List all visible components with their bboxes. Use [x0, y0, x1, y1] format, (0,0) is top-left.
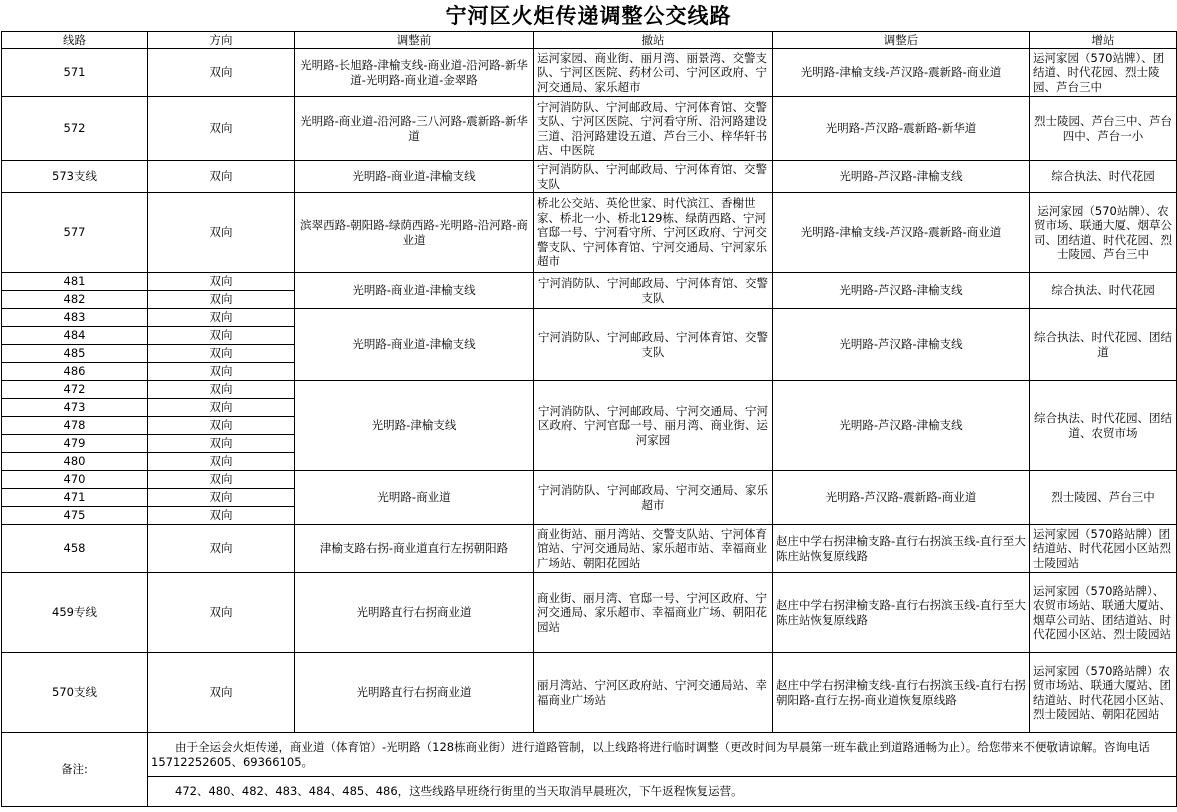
notes-row	[2, 777, 1177, 807]
added-cell: 综合执法、时代花园、团结道	[1030, 309, 1177, 381]
before-cell: 光明路-长旭路-津榆支线-商业道-沿河路-新华道-光明路-商业道-金翠路	[295, 49, 534, 97]
route-cell: 577	[2, 193, 148, 273]
direction-cell: 双向	[148, 97, 295, 161]
route-cell: 475	[2, 507, 148, 525]
route-cell: 480	[2, 453, 148, 471]
before-cell: 光明路-商业道-沿河路-三八河路-震新路-新华道	[295, 97, 534, 161]
direction-cell: 双向	[148, 435, 295, 453]
table-row	[2, 97, 1177, 161]
route-cell: 485	[2, 345, 148, 363]
direction-cell: 双向	[148, 309, 295, 327]
direction-cell: 双向	[148, 193, 295, 273]
notes-label: 备注:	[2, 733, 148, 807]
table-row	[2, 653, 1177, 733]
added-cell: 运河家园（570站牌）、农贸市场、联通大厦、烟草公司、团结道、时代花园、烈士陵园、芦台三中	[1030, 193, 1177, 273]
route-cell: 471	[2, 489, 148, 507]
direction-cell: 双向	[148, 453, 295, 471]
after-cell: 赵庄中学右拐津榆支路-直行右拐滨玉线-直行至大陈庄站恢复原线路	[773, 525, 1030, 573]
table-row	[2, 309, 1177, 327]
after-cell: 赵庄中学右拐津榆支线-直行右拐滨玉线-直行右拐朝阳路-直行左拐-商业道恢复原线路	[773, 653, 1030, 733]
after-cell: 光明路-芦汉路-震新路-新华道	[773, 97, 1030, 161]
route-cell: 473	[2, 399, 148, 417]
direction-cell: 双向	[148, 291, 295, 309]
before-cell: 光明路-商业道-津榆支线	[295, 161, 534, 193]
route-adjustment-table	[1, 31, 1177, 807]
route-cell: 573支线	[2, 161, 148, 193]
direction-cell: 双向	[148, 273, 295, 291]
notes-text-2	[148, 777, 1177, 807]
notes-text-1	[148, 733, 1177, 777]
table-row	[2, 161, 1177, 193]
route-cell: 478	[2, 417, 148, 435]
route-cell: 572	[2, 97, 148, 161]
route-cell: 470	[2, 471, 148, 489]
direction-cell: 双向	[148, 471, 295, 489]
added-cell: 综合执法、时代花园、团结道、农贸市场	[1030, 381, 1177, 471]
added-cell: 烈士陵园、芦台三中	[1030, 471, 1177, 525]
before-cell: 滨翠西路-朝阳路-绿荫西路-光明路-沿河路-商业道	[295, 193, 534, 273]
table-row	[2, 273, 1177, 291]
notes-row	[2, 733, 1177, 777]
table-row	[2, 573, 1177, 653]
route-cell: 479	[2, 435, 148, 453]
removed-cell: 桥北公交站、英伦世家、时代滨江、香榭世家、桥北一小、桥北129栋、绿荫西路、宁河官邸一号、宁河看守所、宁河区政府、宁河交警支队、宁河体育馆、宁河交通局、宁河家乐超市	[534, 193, 773, 273]
notes-text-1-content: 由于全运会火炬传递，商业道（体育馆）-光明路（128栋商业街）进行道路管制，以上线路将进行临时调整（更改时间为早晨第一班车截止到道路通畅为止）。给您带来不便敬请谅解。咨询电话15712252605、69366105。	[151, 740, 1150, 769]
removed-cell: 宁河消防队、宁河邮政局、宁河体育馆、交警支队	[534, 273, 773, 309]
after-cell: 光明路-津榆支线-芦汉路-震新路-商业道	[773, 49, 1030, 97]
table-row	[2, 471, 1177, 489]
direction-cell: 双向	[148, 653, 295, 733]
removed-cell: 商业街站、丽月湾站、交警支队站、宁河体育馆站、宁河交通局站、家乐超市站、幸福商业广场站、朝阳花园站	[534, 525, 773, 573]
added-cell: 运河家园（570路站牌）农贸市场站、联通大厦站、团结道站、时代花园小区站、烈士陵园站、朝阳花园站	[1030, 653, 1177, 733]
removed-cell: 宁河消防队、宁河邮政局、宁河体育馆、交警支队	[534, 309, 773, 381]
before-cell: 津榆支路右拐-商业道直行左拐朝阳路	[295, 525, 534, 573]
table-row	[2, 193, 1177, 273]
after-cell: 光明路-芦汉路-津榆支线	[773, 273, 1030, 309]
header-row	[2, 32, 1177, 49]
route-cell: 472	[2, 381, 148, 399]
header-route: 线路	[2, 32, 148, 49]
table-row	[2, 525, 1177, 573]
header-removed: 撤站	[534, 32, 773, 49]
added-cell: 烈士陵园、芦台三中、芦台四中、芦台一小	[1030, 97, 1177, 161]
table-row	[2, 49, 1177, 97]
route-cell: 571	[2, 49, 148, 97]
added-cell: 综合执法、时代花园	[1030, 273, 1177, 309]
route-cell: 486	[2, 363, 148, 381]
removed-cell: 运河家园、商业街、丽月湾、丽景湾、交警支队、宁河区医院、药材公司、宁河区政府、宁河交通局、家乐超市	[534, 49, 773, 97]
direction-cell: 双向	[148, 363, 295, 381]
before-cell: 光明路-商业道-津榆支线	[295, 309, 534, 381]
header-added: 增站	[1030, 32, 1177, 49]
route-cell: 483	[2, 309, 148, 327]
before-cell: 光明路直行右拐商业道	[295, 573, 534, 653]
route-cell: 458	[2, 525, 148, 573]
direction-cell: 双向	[148, 525, 295, 573]
direction-cell: 双向	[148, 381, 295, 399]
removed-cell: 宁河消防队、宁河邮政局、宁河体育馆、交警支队	[534, 161, 773, 193]
direction-cell: 双向	[148, 327, 295, 345]
header-before: 调整前	[295, 32, 534, 49]
route-cell: 482	[2, 291, 148, 309]
direction-cell: 双向	[148, 49, 295, 97]
direction-cell: 双向	[148, 399, 295, 417]
after-cell: 光明路-芦汉路-震新路-商业道	[773, 471, 1030, 525]
notes-text-2-content: 472、480、482、483、484、485、486，这些线路早班绕行街里的当天取消早晨班次，下午返程恢复运营。	[175, 784, 743, 799]
before-cell: 光明路直行右拐商业道	[295, 653, 534, 733]
removed-cell: 宁河消防队、宁河邮政局、宁河交通局、宁河区政府、宁河官邸一号、丽月湾、商业街、运河家园	[534, 381, 773, 471]
after-cell: 光明路-芦汉路-津榆支线	[773, 309, 1030, 381]
removed-cell: 商业街、丽月湾、官邸一号、宁河区政府、宁河交通局、家乐超市、幸福商业广场、朝阳花园站	[534, 573, 773, 653]
table-row	[2, 381, 1177, 399]
after-cell: 光明路-芦汉路-津榆支线	[773, 381, 1030, 471]
direction-cell: 双向	[148, 573, 295, 653]
route-cell: 570支线	[2, 653, 148, 733]
after-cell: 赵庄中学右拐津榆支路-直行右拐滨玉线-直行至大陈庄站恢复原线路	[773, 573, 1030, 653]
page-title: 宁河区火炬传递调整公交线路	[445, 4, 732, 28]
route-cell: 481	[2, 273, 148, 291]
direction-cell: 双向	[148, 345, 295, 363]
direction-cell: 双向	[148, 161, 295, 193]
removed-cell: 宁河消防队、宁河邮政局、宁河体育馆、交警支队、宁河区医院、宁河看守所、沿河路建设三道、沿河路建设五道、芦台三小、梓华轩书店、中医院	[534, 97, 773, 161]
header-after: 调整后	[773, 32, 1030, 49]
added-cell: 运河家园（570路站牌）、农贸市场站、联通大厦站、烟草公司站、团结道站、时代花园小区站、烈士陵园站	[1030, 573, 1177, 653]
removed-cell: 宁河消防队、宁河邮政局、宁河交通局、家乐超市	[534, 471, 773, 525]
direction-cell: 双向	[148, 417, 295, 435]
before-cell: 光明路-商业道-津榆支线	[295, 273, 534, 309]
added-cell: 运河家园（570路站牌）团结道站、时代花园小区站烈士陵园站	[1030, 525, 1177, 573]
direction-cell: 双向	[148, 507, 295, 525]
route-cell: 484	[2, 327, 148, 345]
header-direction: 方向	[148, 32, 295, 49]
removed-cell: 丽月湾站、宁河区政府站、宁河交通局站、幸福商业广场站	[534, 653, 773, 733]
after-cell: 光明路-芦汉路-津榆支线	[773, 161, 1030, 193]
route-cell: 459专线	[2, 573, 148, 653]
after-cell: 光明路-津榆支线-芦汉路-震新路-商业道	[773, 193, 1030, 273]
added-cell: 运河家园（570站牌）、团结道、时代花园、烈士陵园、芦台三中	[1030, 49, 1177, 97]
direction-cell: 双向	[148, 489, 295, 507]
added-cell: 综合执法、时代花园	[1030, 161, 1177, 193]
before-cell: 光明路-津榆支线	[295, 381, 534, 471]
before-cell: 光明路-商业道	[295, 471, 534, 525]
